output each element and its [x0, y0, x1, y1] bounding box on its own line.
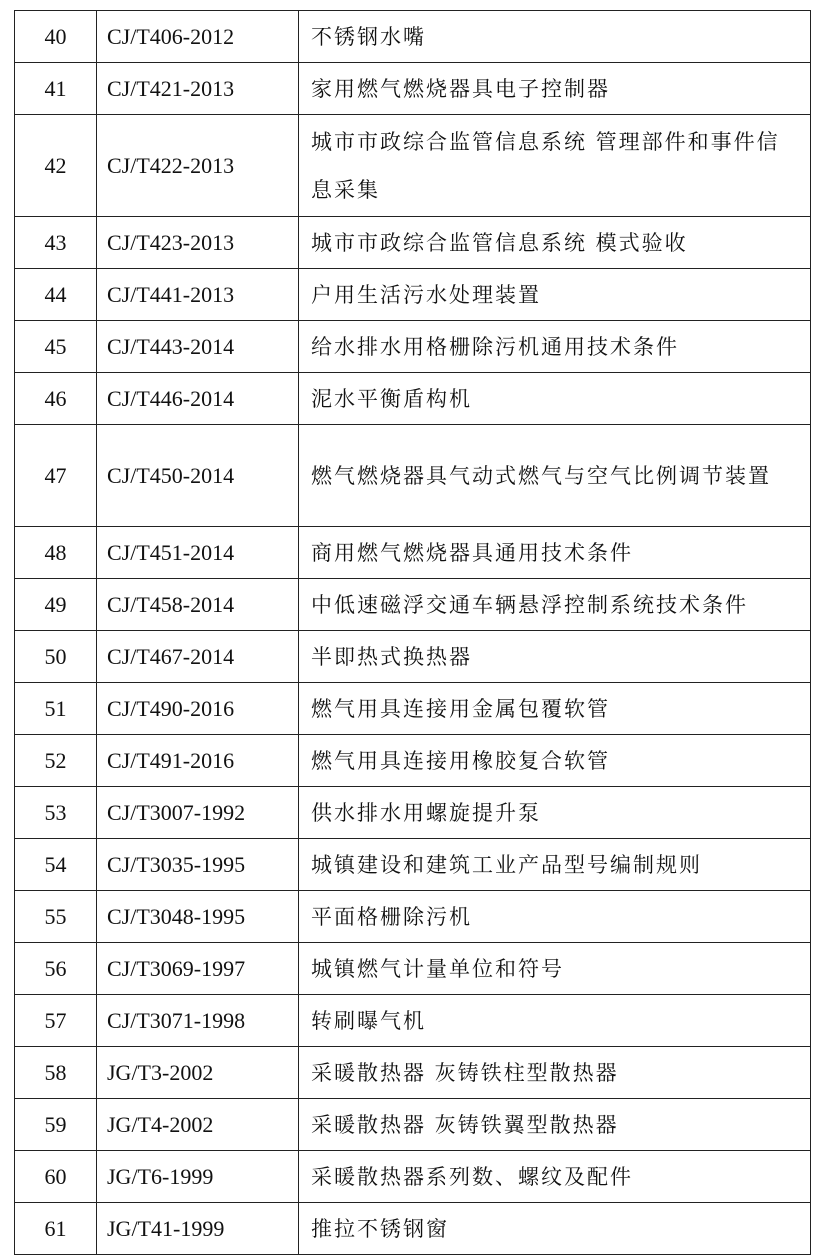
- standard-code: CJ/T422-2013: [97, 115, 299, 217]
- standard-code: CJ/T441-2013: [97, 269, 299, 321]
- row-number: 48: [15, 527, 97, 579]
- row-number: 57: [15, 995, 97, 1047]
- row-number: 40: [15, 11, 97, 63]
- row-number: 53: [15, 787, 97, 839]
- standard-name: 采暖散热器 灰铸铁柱型散热器: [299, 1047, 811, 1099]
- table-row: [15, 891, 811, 943]
- standard-code: CJ/T490-2016: [97, 683, 299, 735]
- row-number: 58: [15, 1047, 97, 1099]
- standard-name: 采暖散热器系列数、螺纹及配件: [299, 1151, 811, 1203]
- table-row: [15, 579, 811, 631]
- standard-name: 商用燃气燃烧器具通用技术条件: [299, 527, 811, 579]
- standard-name: 中低速磁浮交通车辆悬浮控制系统技术条件: [299, 579, 811, 631]
- standard-name: 城市市政综合监管信息系统 模式验收: [299, 217, 811, 269]
- standard-name: 不锈钢水嘴: [299, 11, 811, 63]
- standard-name: 城市市政综合监管信息系统 管理部件和事件信息采集: [299, 115, 811, 217]
- standard-code: CJ/T406-2012: [97, 11, 299, 63]
- row-number: 54: [15, 839, 97, 891]
- standard-code: CJ/T3007-1992: [97, 787, 299, 839]
- table-row: [15, 63, 811, 115]
- standard-code: CJ/T3069-1997: [97, 943, 299, 995]
- row-number: 42: [15, 115, 97, 217]
- table-row: [15, 11, 811, 63]
- table-row: [15, 1099, 811, 1151]
- table-row: [15, 631, 811, 683]
- table-row: [15, 527, 811, 579]
- standard-name: 燃气用具连接用橡胶复合软管: [299, 735, 811, 787]
- standard-name: 半即热式换热器: [299, 631, 811, 683]
- standard-name: 户用生活污水处理装置: [299, 269, 811, 321]
- row-number: 41: [15, 63, 97, 115]
- standard-code: JG/T6-1999: [97, 1151, 299, 1203]
- row-number: 49: [15, 579, 97, 631]
- row-number: 43: [15, 217, 97, 269]
- standard-name: 推拉不锈钢窗: [299, 1203, 811, 1255]
- standard-name: 城镇燃气计量单位和符号: [299, 943, 811, 995]
- row-number: 50: [15, 631, 97, 683]
- row-number: 45: [15, 321, 97, 373]
- table-row: [15, 683, 811, 735]
- table-row: [15, 217, 811, 269]
- row-number: 56: [15, 943, 97, 995]
- standard-code: CJ/T467-2014: [97, 631, 299, 683]
- table-row: [15, 839, 811, 891]
- row-number: 51: [15, 683, 97, 735]
- standard-code: CJ/T446-2014: [97, 373, 299, 425]
- table-row: [15, 943, 811, 995]
- standard-name: 城镇建设和建筑工业产品型号编制规则: [299, 839, 811, 891]
- table-row: [15, 1203, 811, 1255]
- standards-table: [14, 10, 811, 1255]
- table-row: [15, 1047, 811, 1099]
- row-number: 55: [15, 891, 97, 943]
- standard-name: 燃气用具连接用金属包覆软管: [299, 683, 811, 735]
- standard-code: CJ/T3035-1995: [97, 839, 299, 891]
- row-number: 47: [15, 425, 97, 527]
- row-number: 59: [15, 1099, 97, 1151]
- standard-name: 采暖散热器 灰铸铁翼型散热器: [299, 1099, 811, 1151]
- row-number: 44: [15, 269, 97, 321]
- standard-code: CJ/T423-2013: [97, 217, 299, 269]
- standard-name: 供水排水用螺旋提升泵: [299, 787, 811, 839]
- standard-code: JG/T3-2002: [97, 1047, 299, 1099]
- table-row: [15, 321, 811, 373]
- standard-name: 家用燃气燃烧器具电子控制器: [299, 63, 811, 115]
- standard-name: 燃气燃烧器具气动式燃气与空气比例调节装置: [299, 425, 811, 527]
- table-row: [15, 425, 811, 527]
- table-row: [15, 735, 811, 787]
- table-row: [15, 269, 811, 321]
- standard-code: CJ/T451-2014: [97, 527, 299, 579]
- standard-code: CJ/T450-2014: [97, 425, 299, 527]
- table-row: [15, 1151, 811, 1203]
- standard-name: 给水排水用格栅除污机通用技术条件: [299, 321, 811, 373]
- row-number: 60: [15, 1151, 97, 1203]
- standard-code: CJ/T421-2013: [97, 63, 299, 115]
- standard-code: CJ/T458-2014: [97, 579, 299, 631]
- table-row: [15, 787, 811, 839]
- standard-code: CJ/T443-2014: [97, 321, 299, 373]
- standard-code: CJ/T491-2016: [97, 735, 299, 787]
- standard-code: CJ/T3071-1998: [97, 995, 299, 1047]
- table-row: [15, 995, 811, 1047]
- standard-name: 转刷曝气机: [299, 995, 811, 1047]
- standard-name: 泥水平衡盾构机: [299, 373, 811, 425]
- standard-code: CJ/T3048-1995: [97, 891, 299, 943]
- standard-code: JG/T4-2002: [97, 1099, 299, 1151]
- standard-code: JG/T41-1999: [97, 1203, 299, 1255]
- table-row: [15, 115, 811, 217]
- row-number: 52: [15, 735, 97, 787]
- row-number: 61: [15, 1203, 97, 1255]
- standard-name: 平面格栅除污机: [299, 891, 811, 943]
- row-number: 46: [15, 373, 97, 425]
- table-row: [15, 373, 811, 425]
